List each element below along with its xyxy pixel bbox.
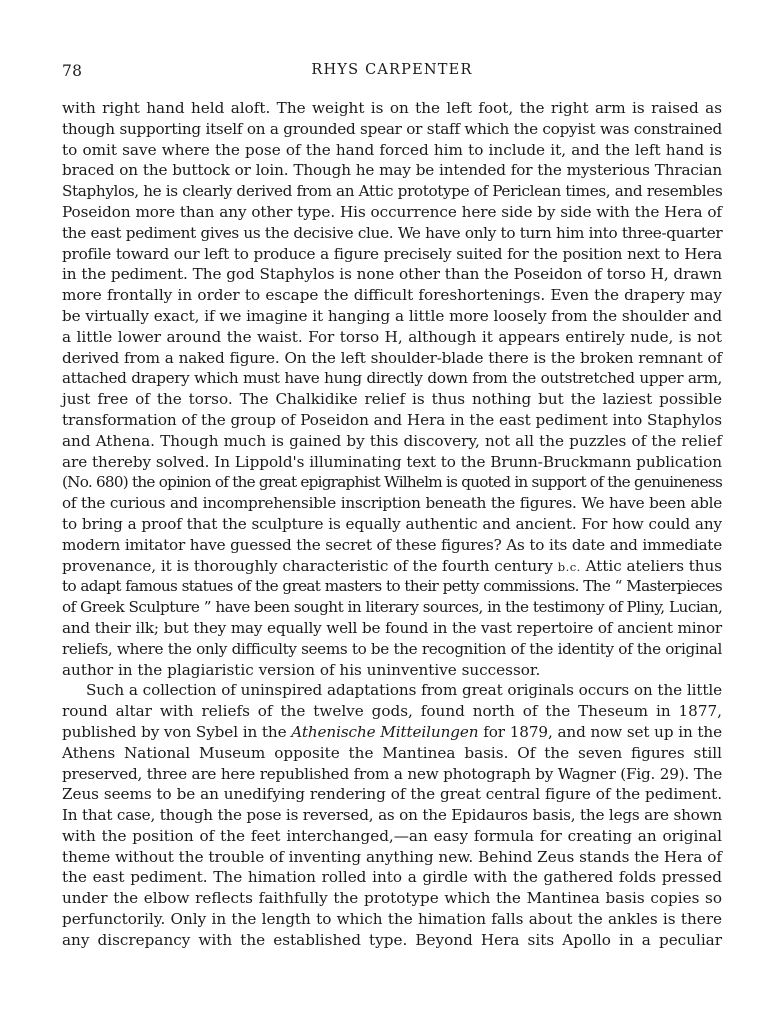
text-line: and their ilk; but they may equally well be found in the vast repertoire of ancient minor xyxy=(62,618,722,637)
text-line: attached drapery which must have hung directly down from the outstretched upper arm, xyxy=(62,369,722,388)
text-line: author in the plagiaristic version of his uninventive successor. xyxy=(62,660,541,679)
text-line: Zeus seems to be an unedifying rendering of the great central figure of the pediment. xyxy=(62,785,722,804)
text-line: Such a collection of uninspired adaptations from great originals occurs on the little xyxy=(86,681,722,700)
text-line: in the pediment. The god Staphylos is none other than the Poseidon of torso H, drawn xyxy=(62,265,722,284)
text-line: a little lower around the waist. For torso H, although it appears entirely nude, is not xyxy=(62,327,722,346)
text-line: just free of the torso. The Chalkidike relief is thus nothing but the laziest possible xyxy=(62,390,722,409)
text-segment: Attic ateliers thus xyxy=(585,556,723,575)
text-line: round altar with reliefs of the twelve gods, found north of the Theseum in 1877, xyxy=(62,702,722,721)
text-line: (No. 680) the opinion of the great epigraphist Wilhelm is quoted in support of the genuineness xyxy=(62,473,722,492)
text-line: and Athena. Though much is gained by this discovery, not all the puzzles of the relief xyxy=(62,431,722,450)
body-text xyxy=(62,98,722,951)
text-segment: published by von Sybel in the xyxy=(62,722,287,741)
page-header xyxy=(62,62,722,86)
page-number: 78 xyxy=(62,62,83,80)
text-line: be virtually exact, if we imagine it hanging a little more loosely from the shoulder and xyxy=(62,306,722,325)
text-line: theme without the trouble of inventing anything new. Behind Zeus stands the Hera of xyxy=(62,847,723,866)
text-line: to bring a proof that the sculpture is equally authentic and ancient. For how could any xyxy=(62,514,722,533)
text-line: preserved, three are here republished from a new photograph by Wagner (Fig. 29). The xyxy=(62,764,722,783)
text-line: of Greek Sculpture ” have been sought in literary sources, in the testimony of Pliny, Lucian, xyxy=(62,598,723,617)
running-head: RHYS CARPENTER xyxy=(311,62,473,78)
text-line: with right hand held aloft. The weight is on the left foot, the right arm is raised as xyxy=(62,99,722,117)
text-line: though supporting itself on a grounded spear or staff which the copyist was constrained xyxy=(62,119,722,138)
text-line: to omit save where the pose of the hand forced him to include it, and the left hand is xyxy=(62,140,722,159)
text-line: braced on the buttock or loin. Though he may be intended for the mysterious Thracian xyxy=(62,161,722,180)
paragraph-1 xyxy=(62,98,722,680)
text-line: to adapt famous statues of the great masters to their petty commissions. The “ Masterpieces xyxy=(62,577,722,596)
text-line: derived from a naked figure. On the left shoulder-blade there is the broken remnant of xyxy=(62,348,722,367)
text-line: In that case, though the pose is reversed, as on the Epidauros basis, the legs are shown xyxy=(62,806,722,825)
text-line: the east pediment. The himation rolled into a girdle with the gathered folds pressed xyxy=(62,868,722,887)
text-line: Poseidon more than any other type. His occurrence here side by side with the Hera of xyxy=(62,202,722,221)
text-line: the east pediment gives us the decisive clue. We have only to turn him into three-quarter xyxy=(62,223,723,242)
journal-title: Athenische Mitteilungen xyxy=(291,722,479,741)
text-line: reliefs, where the only difficulty seems to be the recognition of the identity of the original xyxy=(62,639,722,658)
text-line: profile toward our left to produce a figure precisely suited for the position next to Hera xyxy=(62,244,722,263)
text-line: transformation of the group of Poseidon and Hera in the east pediment into Staphylos xyxy=(62,410,722,429)
text-line: are thereby solved. In Lippold's illuminating text to the Brunn-Bruckmann publication xyxy=(62,452,722,471)
text-line: any discrepancy with the established type. Beyond Hera sits Apollo in a peculiar xyxy=(62,930,722,949)
text-line: perfunctorily. Only in the length to which the himation falls about the ankles is there xyxy=(62,910,722,929)
text-line: of the curious and incomprehensible inscription beneath the figures. We have been able xyxy=(62,494,722,513)
text-line: Athens National Museum opposite the Mantinea basis. Of the seven figures still xyxy=(62,743,722,762)
text-line: more frontally in order to escape the difficult foreshortenings. Even the drapery may xyxy=(62,286,722,305)
text-line: under the elbow reflects faithfully the prototype which the Mantinea basis copies so xyxy=(62,889,722,908)
text-line: Staphylos, he is clearly derived from an Attic prototype of Periclean times, and resembles xyxy=(62,182,723,201)
text-line xyxy=(62,722,722,743)
paragraph-2 xyxy=(62,680,722,950)
era-abbreviation: b.c. xyxy=(557,559,581,574)
text-line xyxy=(62,556,722,577)
text-segment: provenance, it is thoroughly characteristic of the fourth century xyxy=(62,556,553,575)
text-line: with the position of the feet interchanged,—an easy formula for creating an original xyxy=(62,826,722,845)
text-segment: for 1879, and now set up in the xyxy=(483,722,723,741)
text-line: modern imitator have guessed the secret of these figures? As to its date and immediate xyxy=(62,535,722,554)
